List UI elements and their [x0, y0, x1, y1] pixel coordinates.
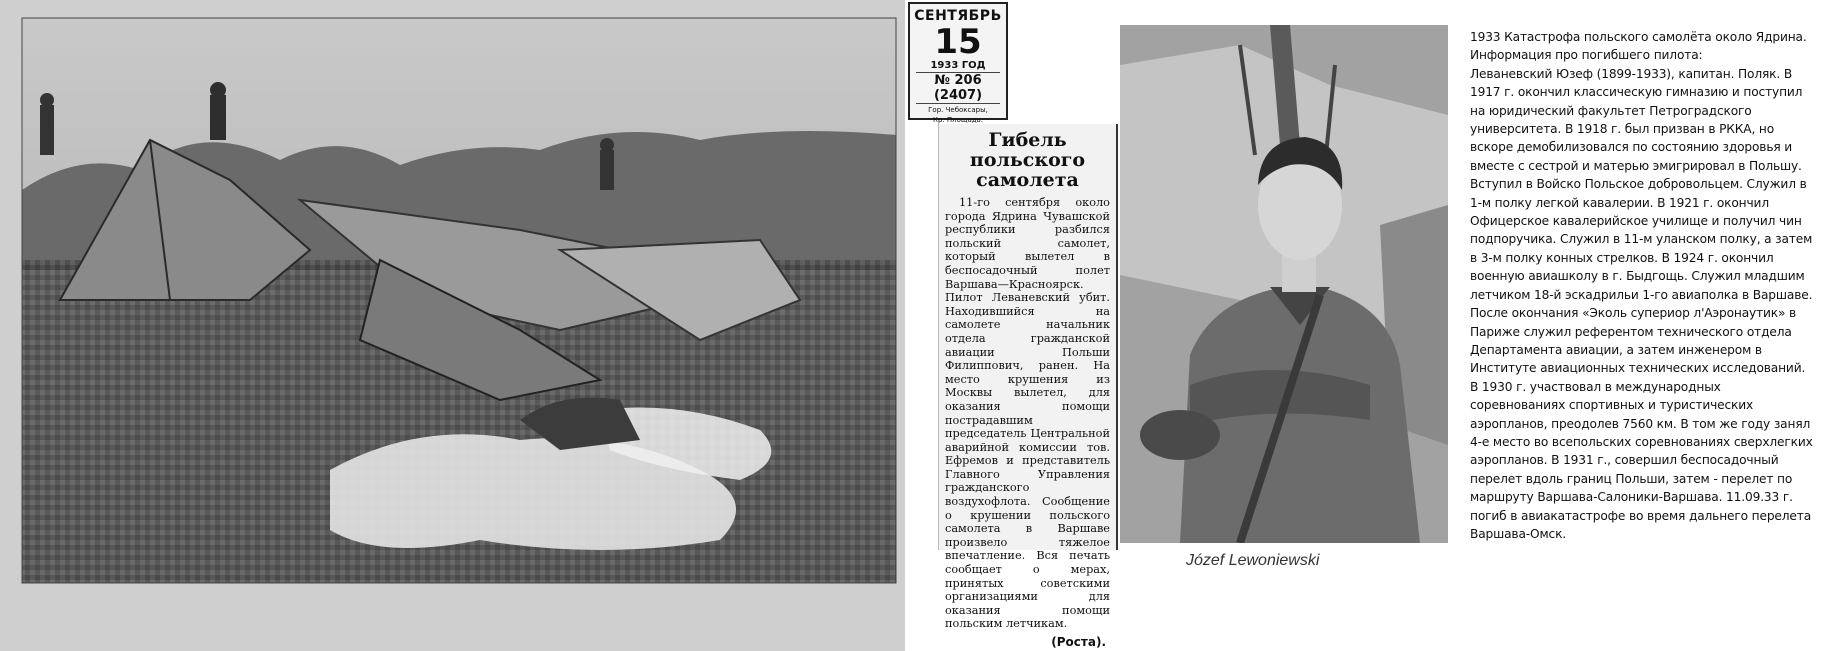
newspaper-article — [938, 124, 1118, 649]
pilot-biography — [1470, 28, 1816, 543]
article-body: 11-го сентября около города Ядрина Чувашской республики разбился польский самолет, который вылетел в беспосадочный полет Варшава—Красноярск. Пилот Леваневский убит. Находившийся на самолете начальник отдела гражданской авиации Польши Филиппович, ранен. На место крушения из Москвы вылетел, для оказания помощи пострадавшим председатель Центральной аварийной комиссии тов. Ефремов и представитель Главного Управления гражданского воздухофлота. Сообщение о крушении польского самолета в Варшаве произвело тяжелое впечатление. Вся печать сообщает о мерах, принятых советскими организациями для оказания помощи польским летчикам. — [945, 196, 1110, 631]
description-subtitle: Информация про погибшего пилота: — [1470, 48, 1703, 63]
date-day: 15 — [934, 22, 982, 62]
crash-wreckage-photo — [0, 0, 905, 651]
city-line-1: Гор. Чебоксары, — [928, 106, 988, 114]
pilot-portrait-image — [1120, 25, 1448, 543]
issue-number: № 206 (2407) — [916, 72, 1000, 104]
article-source: (Роста). — [1051, 635, 1106, 649]
airplane-wreckage-image — [0, 0, 905, 651]
date-month: СЕНТЯБРЬ — [914, 8, 1002, 24]
description-body: Леваневский Юзеф (1899-1933), капитан. Поляк. В 1917 г. окончил классическую гимназию и поступил на юридический факультет Петроградского университета. В 1918 г. был призван в РККА, но вскоре демобилизовался по состоянию здоровья и вместе с сестрой и матерью эмигрировал в Польшу. Вступил в Войско Польское добровольцем. Служил в 1-м полку легкой кавалерии. В 1921 г. окончил Офицерское кавалерийское училище и получил чин подпоручика. Служил в 11-м уланском полку, а затем в 3-м полку конных стрелков. В 1924 г. окончил военную авиашколу в г. Быдгощь. Служил младшим летчиком 18-й эскадрильи 1-го авиаполка в Варшаве. После окончания «Эколь супериор л'Аэронаутик» в Париже служил референтом технического отдела Департамента авиации, а затем инженером в Институте авиационных технических исследований. В 1930 г. участвовал в международных соревнованиях спортивных и туристических аэропланов, преодолев 7560 км. В том же году занял 4-е место во всепольских соревнованиях сверхлегких аэропланов. В 1931 г., совершил беспосадочный перелет вдоль границ Польши, затем - перелет по маршруту Варшава-Салоники-Варшава. 11.09.33 г. погиб в авиакатастрофе во время дальнего перелета Варшава-Омск. — [1470, 66, 1813, 541]
description-title: 1933 Катастрофа польского самолёта около Ядрина. — [1470, 30, 1807, 44]
city-line-2: Кр. Площадь. — [933, 116, 983, 124]
date-year: 1933 ГОД — [930, 60, 986, 71]
portrait-caption: Józef Lewoniewski — [1186, 552, 1320, 569]
article-title: Гибель польского самолета — [969, 129, 1086, 191]
newspaper-date-header — [908, 2, 1008, 124]
pilot-portrait-photo — [1120, 25, 1448, 543]
